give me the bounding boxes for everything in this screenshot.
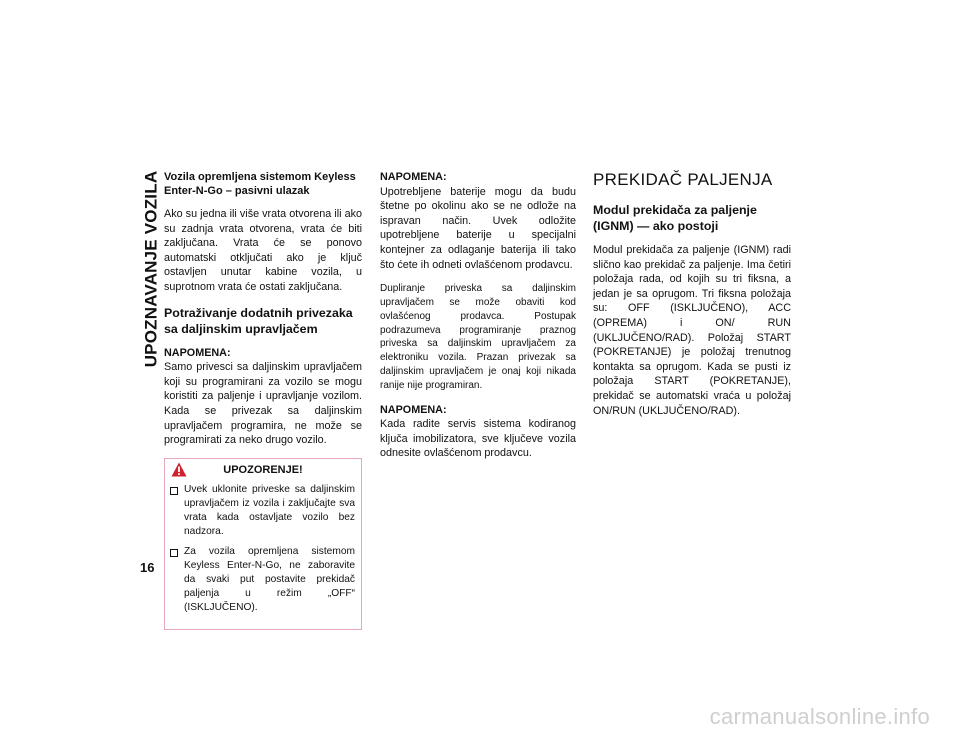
- watermark: carmanualsonline.info: [709, 704, 930, 729]
- ignition-module-heading: Modul prekidača za paljenje (IGNM) — ako postoji: [593, 203, 757, 233]
- keyless-heading: Vozila opremljena sistemom Keyless Enter-N-Go – pasivni ulazak: [164, 171, 356, 197]
- ignition-module-paragraph: Modul prekidača za paljenje (IGNM) radi slično kao prekidač za paljenje. Ima četiri položaja rada, od kojih su tri fiksna, a jedan je sa oprugom. Tri fiksna položaja su: OFF (ISKLJUČENO), ACC (OPREMA) i ON/ RUN (UKLJUČENO/RAD). Položaj START (POKRETANJE) je položaj trenutnog kontakta sa oprugom. Kada se pusti iz položaja START (POKRETANJE), prekidač se automatski vraća u položaj ON/RUN (UKLJUČENO/RAD).: [593, 244, 791, 417]
- keyless-paragraph: Ako su jedna ili više vrata otvorena ili ako su zadnja vrata otvorena, vrata će biti zaključana. Vrata će se ponovo automatski otključati ako je ključ ostavljen unutar kabine vozila, u suprotnom vrata će ostati zaključana.: [164, 208, 362, 293]
- note-text: Kada radite servis sistema kodiranog ključa imobilizatora, sve ključeve vozila odnesite ovlašćenom prodavcu.: [380, 418, 576, 460]
- warning-header: [165, 459, 361, 483]
- column-3: [593, 170, 791, 425]
- square-bullet-icon: [170, 549, 178, 557]
- warning-item-text: Uvek uklonite priveske sa daljinskim upravljačem iz vozila i zaključajte sva vrata kada ostavljate vozilo bez nadzora.: [184, 483, 355, 537]
- warning-title: UPOZORENJE!: [223, 464, 303, 477]
- note-label: NAPOMENA:: [164, 346, 231, 359]
- column-2: [380, 170, 576, 471]
- warning-item-text: Za vozila opremljena sistemom Keyless Enter-N-Go, ne zaboravite da svaki put postavite prekidač paljenja u režim „OFF“ (ISKLJUČENO).: [184, 545, 355, 613]
- page-number: 16: [140, 560, 155, 575]
- note-label: NAPOMENA:: [380, 403, 447, 416]
- warning-item: [165, 483, 361, 539]
- note-text: Upotrebljene baterije mogu da budu štetne po okolinu ako se ne odlože na ispravan način. Uvek odložite upotrebljene baterije u specijalni kontejner za odlaganje baterija ili tako što ćete ih odneti ovlašćenom prodavcu.: [380, 185, 576, 271]
- square-bullet-icon: [170, 487, 178, 495]
- warning-box: [164, 458, 362, 630]
- note-label: NAPOMENA:: [380, 171, 447, 183]
- note-text: Samo privesci sa daljinskim upravljačem koji su programirani za vozilo se mogu koristiti za paljenje i upravljanje vozilom. Kada se privezak sa daljinskim upravljačem programira, ne može se programirati za neko drugo vozilo.: [164, 361, 362, 447]
- column-1: [164, 170, 362, 630]
- warning-triangle-icon: [171, 462, 187, 477]
- duplicate-fob-paragraph: Dupliranje priveska sa daljinskim upravljačem se može obaviti kod ovlašćenog prodavca. Postupak podrazumeva programiranje praznog priveska sa daljinskim upravljačem za elektroniku vozila. Prazan privezak sa daljinskim upravljačem je onaj koji nikada ranije nije programiran.: [380, 283, 576, 391]
- chapter-title: UPOZNAVANJE VOZILA: [141, 170, 160, 368]
- chapter-side-tab: [136, 164, 166, 374]
- section-title: PREKIDAČ PALJENJA: [593, 170, 773, 189]
- request-fobs-heading: Potraživanje dodatnih privezaka sa daljinskim upravljačem: [164, 305, 353, 336]
- warning-item: [165, 545, 361, 615]
